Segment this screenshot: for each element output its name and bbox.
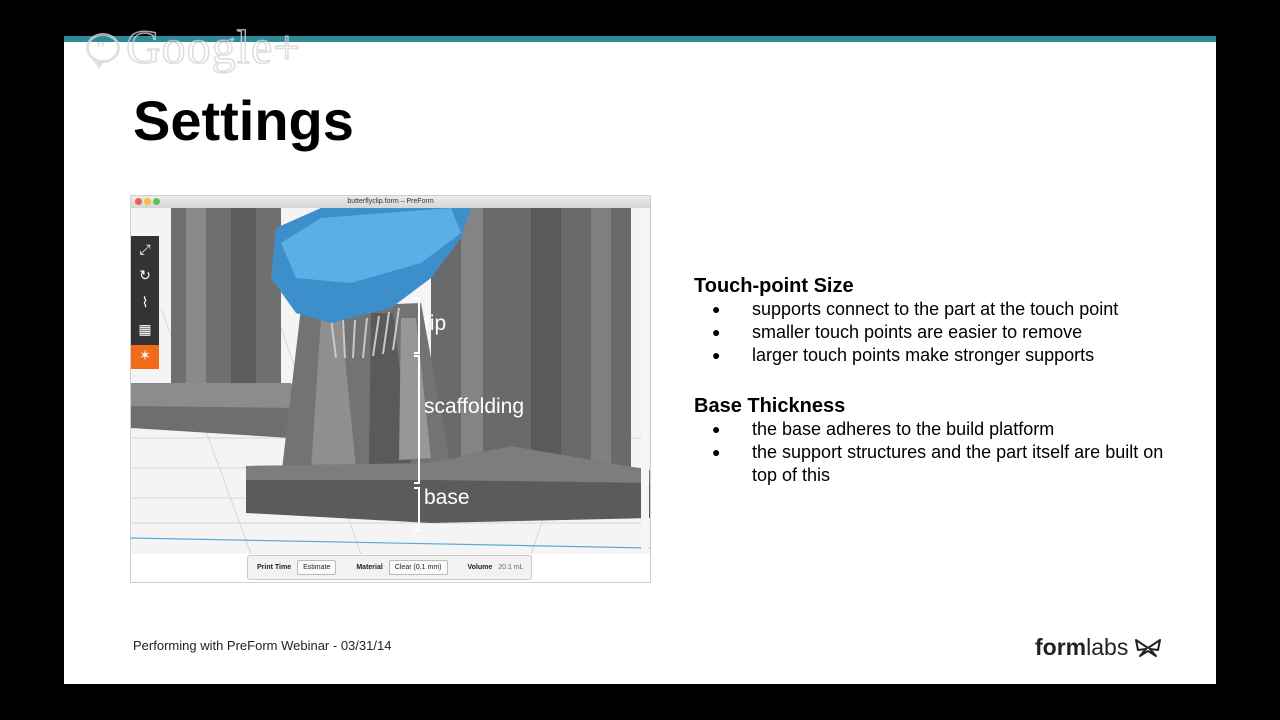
bullet-list [694, 418, 1194, 487]
list-item: ● the base adheres to the build platform [694, 418, 1172, 441]
butterfly-icon [1134, 637, 1162, 659]
butterfly-tool-icon[interactable]: ✶ [131, 345, 159, 369]
zoom-light-icon[interactable] [153, 198, 160, 205]
volume-label: Volume [467, 564, 493, 571]
hangouts-quote-icon: " [86, 33, 120, 63]
section-heading: Base Thickness [694, 395, 846, 417]
tool-sidebar [131, 236, 159, 369]
bullet-list [694, 298, 1194, 367]
close-light-icon[interactable] [135, 198, 142, 205]
supports-icon[interactable]: ⌇ [141, 294, 149, 310]
google-plus-watermark [86, 20, 301, 75]
slide-title: Settings [133, 89, 354, 152]
bullet-column [694, 275, 1194, 487]
material-button[interactable]: Clear (0.1 mm) [389, 560, 448, 575]
formlabs-logo [1035, 634, 1162, 661]
slide-footer: Performing with PreForm Webinar - 03/31/14 [133, 638, 392, 653]
print-time-label: Print Time [257, 564, 292, 571]
viewport-scrollbar[interactable] [641, 210, 649, 550]
preform-screenshot [130, 195, 651, 583]
expand-icon[interactable]: ⤢ [139, 241, 151, 257]
layout-icon[interactable]: ▦ [138, 321, 152, 337]
window-title: butterflyclip.form – PreForm [347, 198, 434, 205]
list-item: ● smaller touch points are easier to remove [694, 321, 1172, 344]
logo-text-labs: labs [1086, 634, 1129, 660]
window-titlebar [131, 196, 650, 208]
scaffolding-label: scaffolding [424, 395, 525, 418]
tip-label: tip [424, 312, 447, 335]
rotate-icon[interactable]: ↻ [139, 267, 151, 283]
logo-text-form: form [1035, 634, 1087, 660]
list-item: ● larger touch points make stronger supports [694, 344, 1172, 367]
status-bar [247, 555, 532, 580]
material-label: Material [356, 564, 383, 571]
base-label: base [424, 486, 470, 509]
slide [64, 0, 1216, 684]
estimate-button[interactable]: Estimate [297, 560, 336, 575]
list-item: ● supports connect to the part at the touch point [694, 298, 1172, 321]
3d-viewport[interactable] [131, 208, 650, 554]
google-plus-wordmark: Google+ [126, 21, 302, 74]
volume-value: 20.1 mL [498, 564, 524, 571]
list-item: ● the support structures and the part itself are built on top of this [694, 441, 1172, 487]
section-heading: Touch-point Size [694, 275, 854, 297]
minimize-light-icon[interactable] [144, 198, 151, 205]
